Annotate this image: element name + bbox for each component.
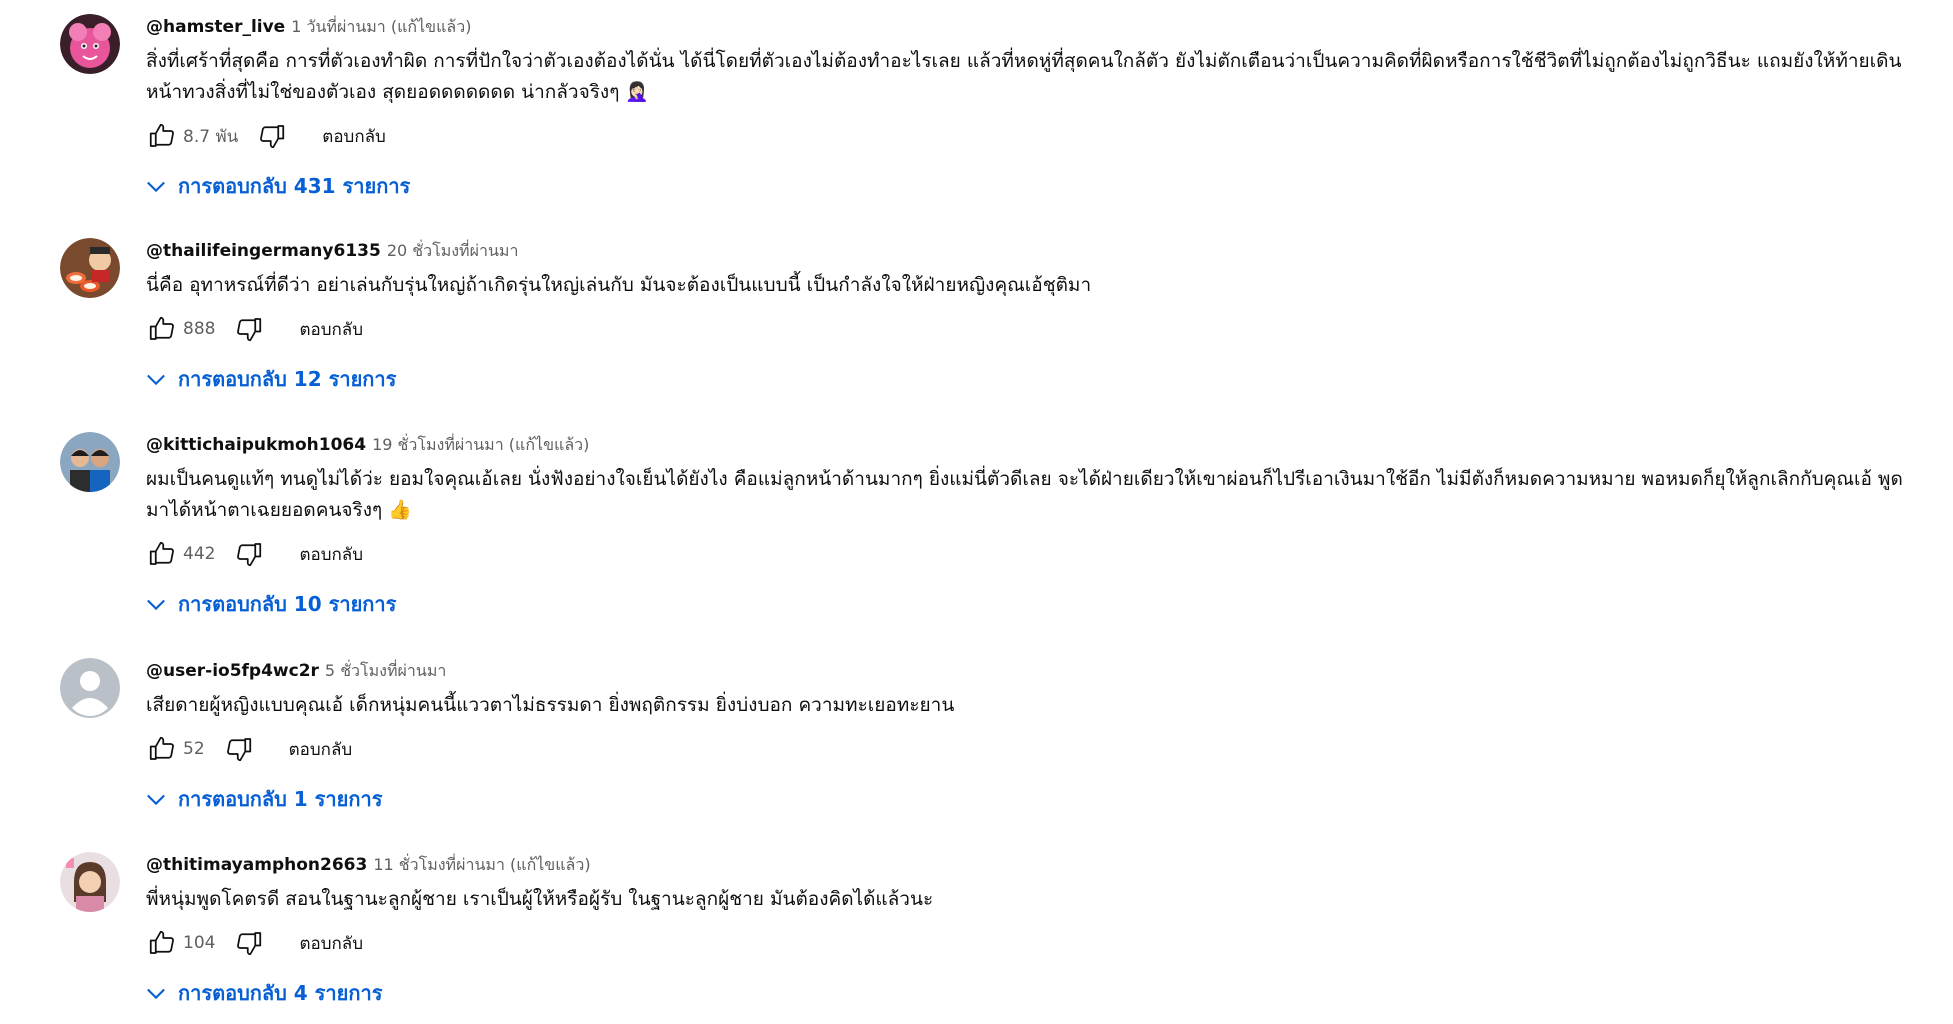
sushi-photo-avatar-icon[interactable] xyxy=(60,238,120,298)
like-button[interactable] xyxy=(142,729,182,769)
replies-toggle[interactable] xyxy=(142,584,1916,624)
comment-header xyxy=(146,14,1916,40)
like-count: 104 xyxy=(183,933,216,953)
thumbs-up-icon xyxy=(147,734,177,764)
comment-actions xyxy=(142,116,1916,156)
replies-toggle[interactable] xyxy=(142,166,1916,206)
comment-text: พี่หนุ่มพูดโคตรดี สอนในฐานะลูกผู้ชาย เราเป็นผู้ให้หรือผู้รับ ในฐานะลูกผู้ชาย มันต้องคิดได้แล้วนะ xyxy=(146,888,934,910)
dislike-button[interactable] xyxy=(219,729,259,769)
thumbs-up-icon xyxy=(147,539,177,569)
thumbs-down-icon xyxy=(234,314,264,344)
couple-photo-avatar-icon[interactable] xyxy=(60,432,120,492)
comment-author[interactable]: @thitimayamphon2663 xyxy=(146,855,368,875)
reply-button[interactable]: ตอบกลับ xyxy=(288,739,353,760)
chevron-down-icon xyxy=(142,365,170,393)
like-count: 8.7 พัน xyxy=(183,126,239,147)
thumbs-down-icon xyxy=(234,539,264,569)
comment-text: นี่คือ อุทาหรณ์ที่ดีว่า อย่าเล่นกับรุ่นใหญ่ถ้าเกิดรุ่นใหญ่เล่นกับ มันจะต้องเป็นแบบนี้ เป็นกำลังใจให้ฝ่ายหญิงคุณเอ้ชุติมา xyxy=(146,274,1092,296)
like-button[interactable] xyxy=(142,923,182,963)
comment-header xyxy=(146,852,1916,878)
comment-author[interactable]: @user-io5fp4wc2r xyxy=(146,661,319,681)
thumbs-up-icon xyxy=(147,314,177,344)
comment-actions xyxy=(142,534,1916,574)
replies-toggle[interactable] xyxy=(142,359,1916,399)
dislike-button[interactable] xyxy=(229,923,269,963)
comment-text: เสียดายผู้หญิงแบบคุณเอ้ เด็กหนุ่มคนนี้แววตาไม่ธรรมดา ยิ่งพฤติกรรม ยิ่งบ่งบอก ความทะเยอทะยาน xyxy=(146,694,955,716)
comment-time[interactable]: 19 ชั่วโมงที่ผ่านมา (แก้ไขแล้ว) xyxy=(372,435,590,454)
comment-text: สิ่งที่เศร้าที่สุดคือ การที่ตัวเองทำผิด การที่ปักใจว่าตัวเองต้องได้นั่น ได้นี่โดยที่ตัวเองไม่ต้องทำอะไรเลย แล้วที่หดหู่ที่สุดคนใกล้ตัว ยังไม่ตักเตือนว่าเป็นความคิดที่ผิดหรือการใช้ชีวิตที่ไม่ถูกต้องไม่ถูกวิธีนะ แถมยังให้ท้ายเดินหน้าทวงสิ่งที่ไม่ใช่ของตัวเอง สุดยอดดดดดดด น่ากลัวจริงๆ 🤦🏻‍♀️ xyxy=(146,50,1902,103)
comment-author[interactable]: @kittichaipukmoh1064 xyxy=(146,435,367,455)
reply-button[interactable]: ตอบกลับ xyxy=(299,933,363,954)
thumbs-down-icon xyxy=(257,121,287,151)
replies-count-label: การตอบกลับ 431 รายการ xyxy=(178,174,411,198)
chevron-down-icon xyxy=(142,979,170,1007)
replies-toggle[interactable] xyxy=(142,779,1916,819)
reply-button[interactable]: ตอบกลับ xyxy=(299,544,363,565)
chevron-down-icon xyxy=(142,785,170,813)
comment-header xyxy=(146,432,1916,458)
like-button[interactable] xyxy=(142,309,182,349)
comment-actions xyxy=(142,309,1916,349)
reply-button[interactable]: ตอบกลับ xyxy=(299,319,363,340)
chevron-down-icon xyxy=(142,590,170,618)
comment-body xyxy=(146,238,1916,399)
replies-count-label: การตอบกลับ 4 รายการ xyxy=(178,981,383,1005)
comment-header xyxy=(146,658,1916,684)
comment-actions xyxy=(142,729,1916,769)
comment-body xyxy=(146,658,1916,819)
like-button[interactable] xyxy=(142,534,182,574)
dislike-button[interactable] xyxy=(252,116,292,156)
comment-time[interactable]: 5 ชั่วโมงที่ผ่านมา xyxy=(324,661,447,680)
replies-toggle[interactable] xyxy=(142,973,1916,1013)
woman-photo-avatar-icon[interactable] xyxy=(60,852,120,912)
reply-button[interactable]: ตอบกลับ xyxy=(322,126,386,147)
like-count: 888 xyxy=(183,319,216,339)
thumbs-down-icon xyxy=(234,928,264,958)
dislike-button[interactable] xyxy=(229,534,269,574)
dislike-button[interactable] xyxy=(229,309,269,349)
comment-author[interactable]: @hamster_live xyxy=(146,17,286,37)
default-user-avatar-icon[interactable] xyxy=(60,658,120,718)
chevron-down-icon xyxy=(142,172,170,200)
comment-body xyxy=(146,14,1916,206)
comment-body xyxy=(146,852,1916,1013)
comment-time[interactable]: 11 ชั่วโมงที่ผ่านมา (แก้ไขแล้ว) xyxy=(373,855,591,874)
comment-time[interactable]: 20 ชั่วโมงที่ผ่านมา xyxy=(386,241,519,260)
comment-text: ผมเป็นคนดูแท้ๆ ทนดูไม่ได้ว่ะ ยอมใจคุณเอ้เลย นั่งฟังอย่างใจเย็นได้ยังไง คือแม่ลูกหน้าด้านมากๆ ยิ่งแม่นี่ตัวดีเลย จะได้ฝ่ายเดียวให้เขาผ่อนก็ไปรีเอาเงินมาใช้อีก ไม่มีตังก็หมดความหมาย พอหมดก็ยุให้ลูกเลิกกับคุณเอ้ พูดมาได้หน้าตาเฉยยอดคนจริงๆ 👍 xyxy=(146,468,1903,521)
pink-character-avatar-icon[interactable] xyxy=(60,14,120,74)
replies-count-label: การตอบกลับ 1 รายการ xyxy=(178,787,383,811)
comment-actions xyxy=(142,923,1916,963)
like-count: 52 xyxy=(183,739,205,759)
comment-author[interactable]: @thailifeingermany6135 xyxy=(146,241,381,261)
comment-body xyxy=(146,432,1916,624)
thumbs-up-icon xyxy=(147,928,177,958)
like-count: 442 xyxy=(183,544,216,564)
replies-count-label: การตอบกลับ 12 รายการ xyxy=(178,367,397,391)
thumbs-down-icon xyxy=(224,734,254,764)
comment-time[interactable]: 1 วันที่ผ่านมา (แก้ไขแล้ว) xyxy=(291,17,472,36)
replies-count-label: การตอบกลับ 10 รายการ xyxy=(178,592,397,616)
comment-header xyxy=(146,238,1916,264)
thumbs-up-icon xyxy=(147,121,177,151)
like-button[interactable] xyxy=(142,116,182,156)
